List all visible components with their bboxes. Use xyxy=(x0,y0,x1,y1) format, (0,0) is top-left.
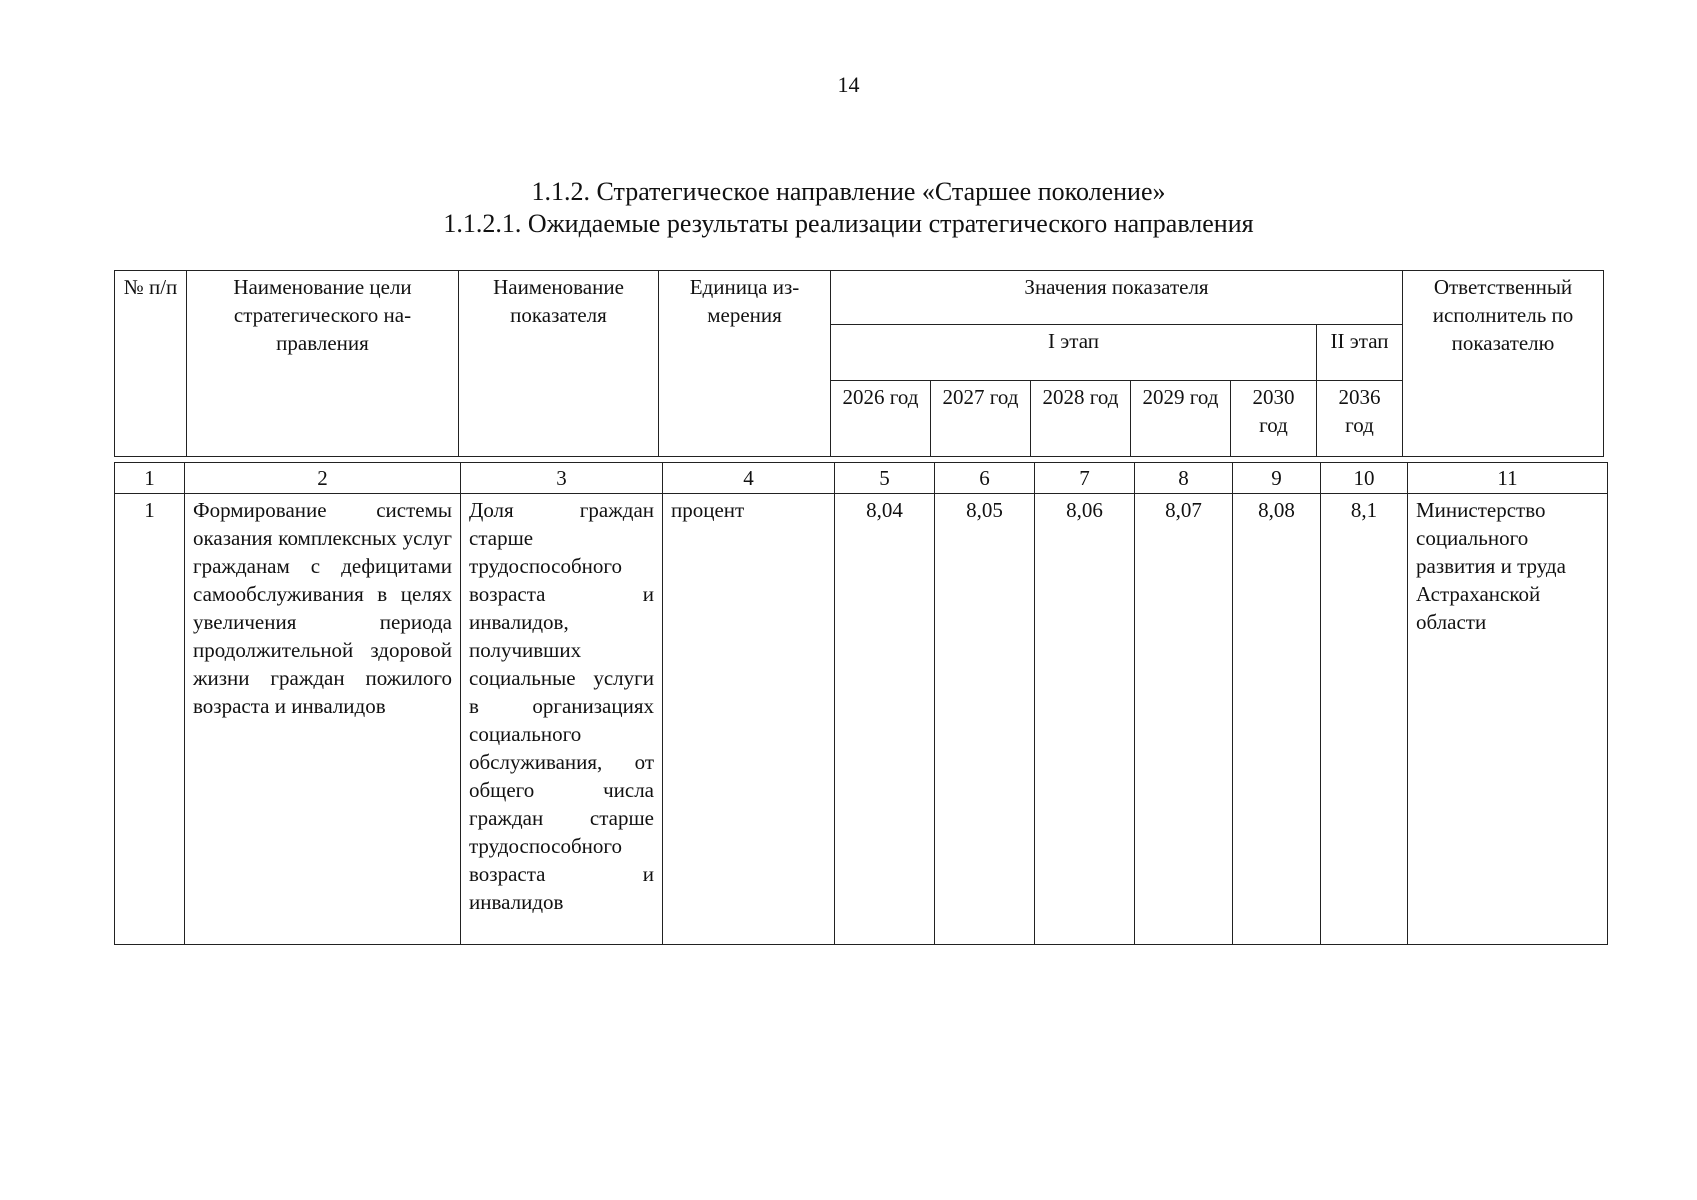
table-header xyxy=(114,270,1604,457)
header-goal: Наименование цели стратегического на-правления xyxy=(187,271,459,457)
table-row xyxy=(115,494,1608,945)
row-unit: процент xyxy=(663,494,835,945)
column-number: 2 xyxy=(185,463,461,494)
header-year: 2028 год xyxy=(1031,381,1131,457)
row-indicator: Доля граждан старше трудоспособного возраста и инвалидов, получивших социальные услуги в организациях социального обслуживания, от общего числа граждан старше трудоспособного возраста и инвалидов xyxy=(461,494,663,945)
row-value: 8,08 xyxy=(1233,494,1321,945)
column-number: 7 xyxy=(1035,463,1135,494)
header-responsible: Ответственный исполнитель по показателю xyxy=(1403,271,1604,457)
header-year: 2029 год xyxy=(1131,381,1231,457)
column-number: 6 xyxy=(935,463,1035,494)
header-year: 2026 год xyxy=(831,381,931,457)
header-values-group: Значения показателя xyxy=(831,271,1403,325)
row-num: 1 xyxy=(115,494,185,945)
header-year: 2036 год xyxy=(1317,381,1403,457)
row-value: 8,05 xyxy=(935,494,1035,945)
header-stage-1: I этап xyxy=(831,325,1317,381)
subsection-title: 1.1.2.1. Ожидаемые результаты реализации стратегического направления xyxy=(443,209,1254,238)
header-stage-2: II этап xyxy=(1317,325,1403,381)
header-num: № п/п xyxy=(115,271,187,457)
column-number: 1 xyxy=(115,463,185,494)
column-number: 8 xyxy=(1135,463,1233,494)
page-number: 14 xyxy=(837,72,860,97)
header-year: 2030 год xyxy=(1231,381,1317,457)
section-title: 1.1.2. Стратегическое направление «Старшее поколение» xyxy=(531,177,1166,206)
row-goal: Формирование системы оказания комплексных услуг гражданам с дефицитами самообслуживания в целях увеличения периода продолжительной здоровой жизни граждан пожилого возраста и инвалидов xyxy=(185,494,461,945)
row-responsible: Министерство социального развития и труда Астраханской области xyxy=(1408,494,1608,945)
header-year: 2027 год xyxy=(931,381,1031,457)
table-body xyxy=(114,462,1608,945)
column-number: 3 xyxy=(461,463,663,494)
row-value: 8,07 xyxy=(1135,494,1233,945)
row-value: 8,04 xyxy=(835,494,935,945)
column-number: 11 xyxy=(1408,463,1608,494)
column-number: 4 xyxy=(663,463,835,494)
column-number-row xyxy=(115,463,1608,494)
row-value: 8,1 xyxy=(1321,494,1408,945)
header-indicator: Наименование показателя xyxy=(459,271,659,457)
column-number: 9 xyxy=(1233,463,1321,494)
column-number: 10 xyxy=(1321,463,1408,494)
document-titles xyxy=(0,176,1697,240)
row-value: 8,06 xyxy=(1035,494,1135,945)
column-number: 5 xyxy=(835,463,935,494)
header-unit: Единица из-мерения xyxy=(659,271,831,457)
